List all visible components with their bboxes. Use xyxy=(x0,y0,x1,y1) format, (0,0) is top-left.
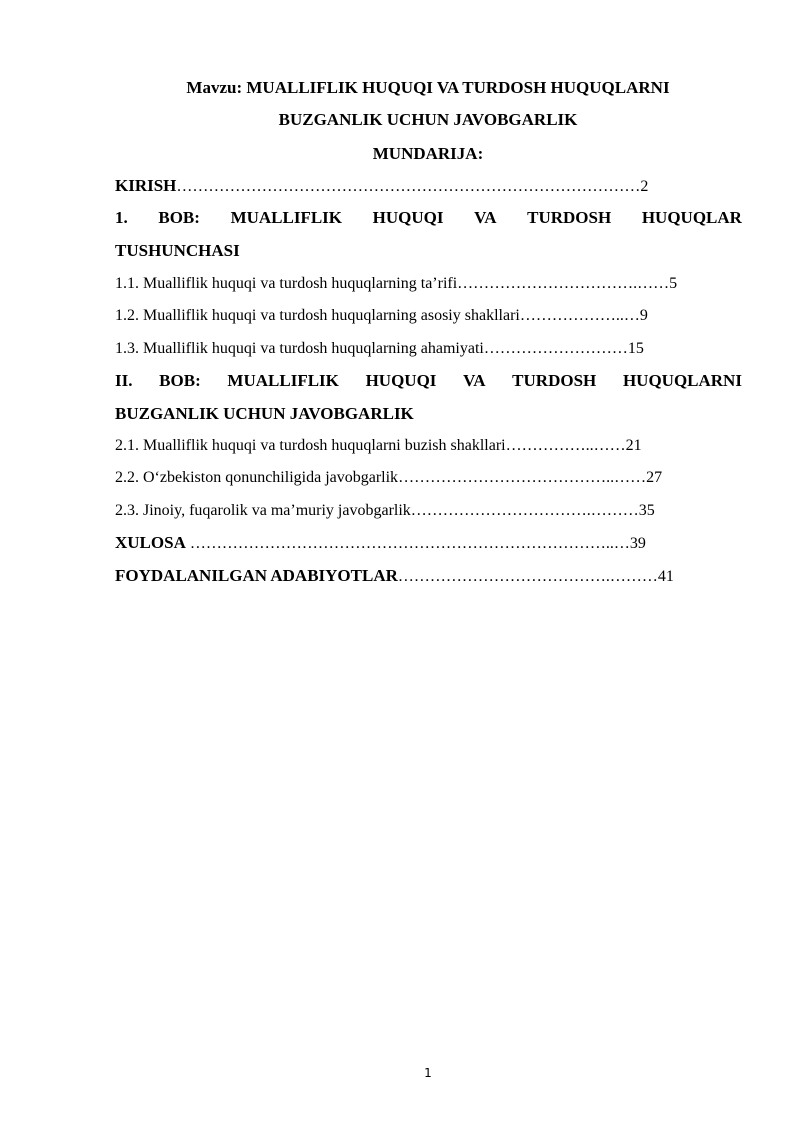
toc-page-number: 41 xyxy=(657,568,674,585)
toc-entry-label: 2.3. Jinoiy, fuqarolik va ma’muriy javobgarlik xyxy=(115,502,411,519)
toc-chapter-1 xyxy=(115,208,742,261)
chapter-2-word: BOB: xyxy=(159,371,201,390)
toc-entry-label: FOYDALANILGAN ADABIYOTLAR xyxy=(115,566,398,585)
toc-entry-2-2 xyxy=(115,468,662,488)
toc-entry-1-2 xyxy=(115,306,648,326)
chapter-2-word: MUALLIFLIK xyxy=(227,371,339,390)
toc-entry-2-1 xyxy=(115,436,642,456)
toc-entry-label: KIRISH xyxy=(115,176,177,195)
toc-entry-label: XULOSA xyxy=(115,533,186,552)
chapter-2-title-continuation: BUZGANLIK UCHUN JAVOBGARLIK xyxy=(115,404,414,423)
chapter-1-word: VA xyxy=(474,208,497,227)
toc-leader-dots: ……………..…… xyxy=(505,437,626,454)
toc-page-number: 21 xyxy=(625,437,642,454)
toc-entry-label: 1.2. Mualliflik huquqi va turdosh huquqlarning asosiy shakllari xyxy=(115,307,520,324)
toc-leader-dots: ………………..… xyxy=(519,307,640,324)
toc-entry-1-1 xyxy=(115,274,677,294)
chapter-1-word: MUALLIFLIK xyxy=(230,208,343,227)
chapter-1-word: BOB: xyxy=(158,208,200,227)
document-title-line-1: Mavzu: MUALLIFLIK HUQUQI VA TURDOSH HUQUQLARNI xyxy=(186,78,670,97)
chapter-2-word: HUQUQI xyxy=(365,371,437,390)
toc-leader-dots: ………………………………….……… xyxy=(397,568,658,585)
chapter-2-word: II. xyxy=(115,371,133,390)
toc-page-number: 5 xyxy=(669,275,678,292)
toc-leader-dots: …………………………….…… xyxy=(457,275,670,292)
toc-leader-dots: …………………………………………………………………………… xyxy=(176,178,641,195)
document-title-line-2: BUZGANLIK UCHUN JAVOBGARLIK xyxy=(278,110,578,129)
toc-entry-references xyxy=(115,566,674,587)
chapter-2-title-line xyxy=(115,371,742,391)
page-number: 1 xyxy=(424,1066,432,1080)
toc-entry-label: 1.3. Mualliflik huquqi va turdosh huquqlarning ahamiyati xyxy=(115,340,484,357)
chapter-1-word: 1. xyxy=(115,208,128,227)
chapter-1-word: HUQUQLAR xyxy=(641,208,742,227)
toc-entry-1-3 xyxy=(115,339,644,359)
toc-leader-dots: …………………………….……… xyxy=(410,502,639,519)
contents-heading: MUNDARIJA: xyxy=(372,144,484,163)
toc-page-number: 9 xyxy=(639,307,648,324)
toc-entry-intro xyxy=(115,176,648,197)
chapter-1-title-continuation: TUSHUNCHASI xyxy=(115,241,240,260)
toc-entry-label: 2.1. Mualliflik huquqi va turdosh huquqlarni buzish shakllari xyxy=(115,437,506,454)
toc-entry-label: 1.1. Mualliflik huquqi va turdosh huquqlarning ta’rifi xyxy=(115,275,458,292)
chapter-1-word: TURDOSH xyxy=(527,208,612,227)
toc-leader-dots: …………………………………..…… xyxy=(398,469,647,486)
toc-page-number: 2 xyxy=(640,178,649,195)
chapter-2-word: HUQUQLARNI xyxy=(622,371,742,390)
toc-leader-dots: ……………………… xyxy=(483,340,628,357)
chapter-1-word: HUQUQI xyxy=(372,208,444,227)
toc-entry-2-3 xyxy=(115,501,655,521)
toc-leader-dots: ……………………………………………………………………..… xyxy=(185,535,630,552)
toc-page-number: 15 xyxy=(627,340,644,357)
toc-page-number: 27 xyxy=(646,469,663,486)
chapter-1-title-line xyxy=(115,208,742,228)
toc-entry-label: 2.2. O‘zbekiston qonunchiligida javobgarlik xyxy=(115,469,399,486)
chapter-2-word: VA xyxy=(463,371,486,390)
toc-entry-conclusion xyxy=(115,533,646,554)
toc-page-number: 35 xyxy=(638,502,655,519)
toc-page-number: 39 xyxy=(629,535,646,552)
toc-chapter-2 xyxy=(115,371,742,424)
chapter-2-word: TURDOSH xyxy=(512,371,597,390)
